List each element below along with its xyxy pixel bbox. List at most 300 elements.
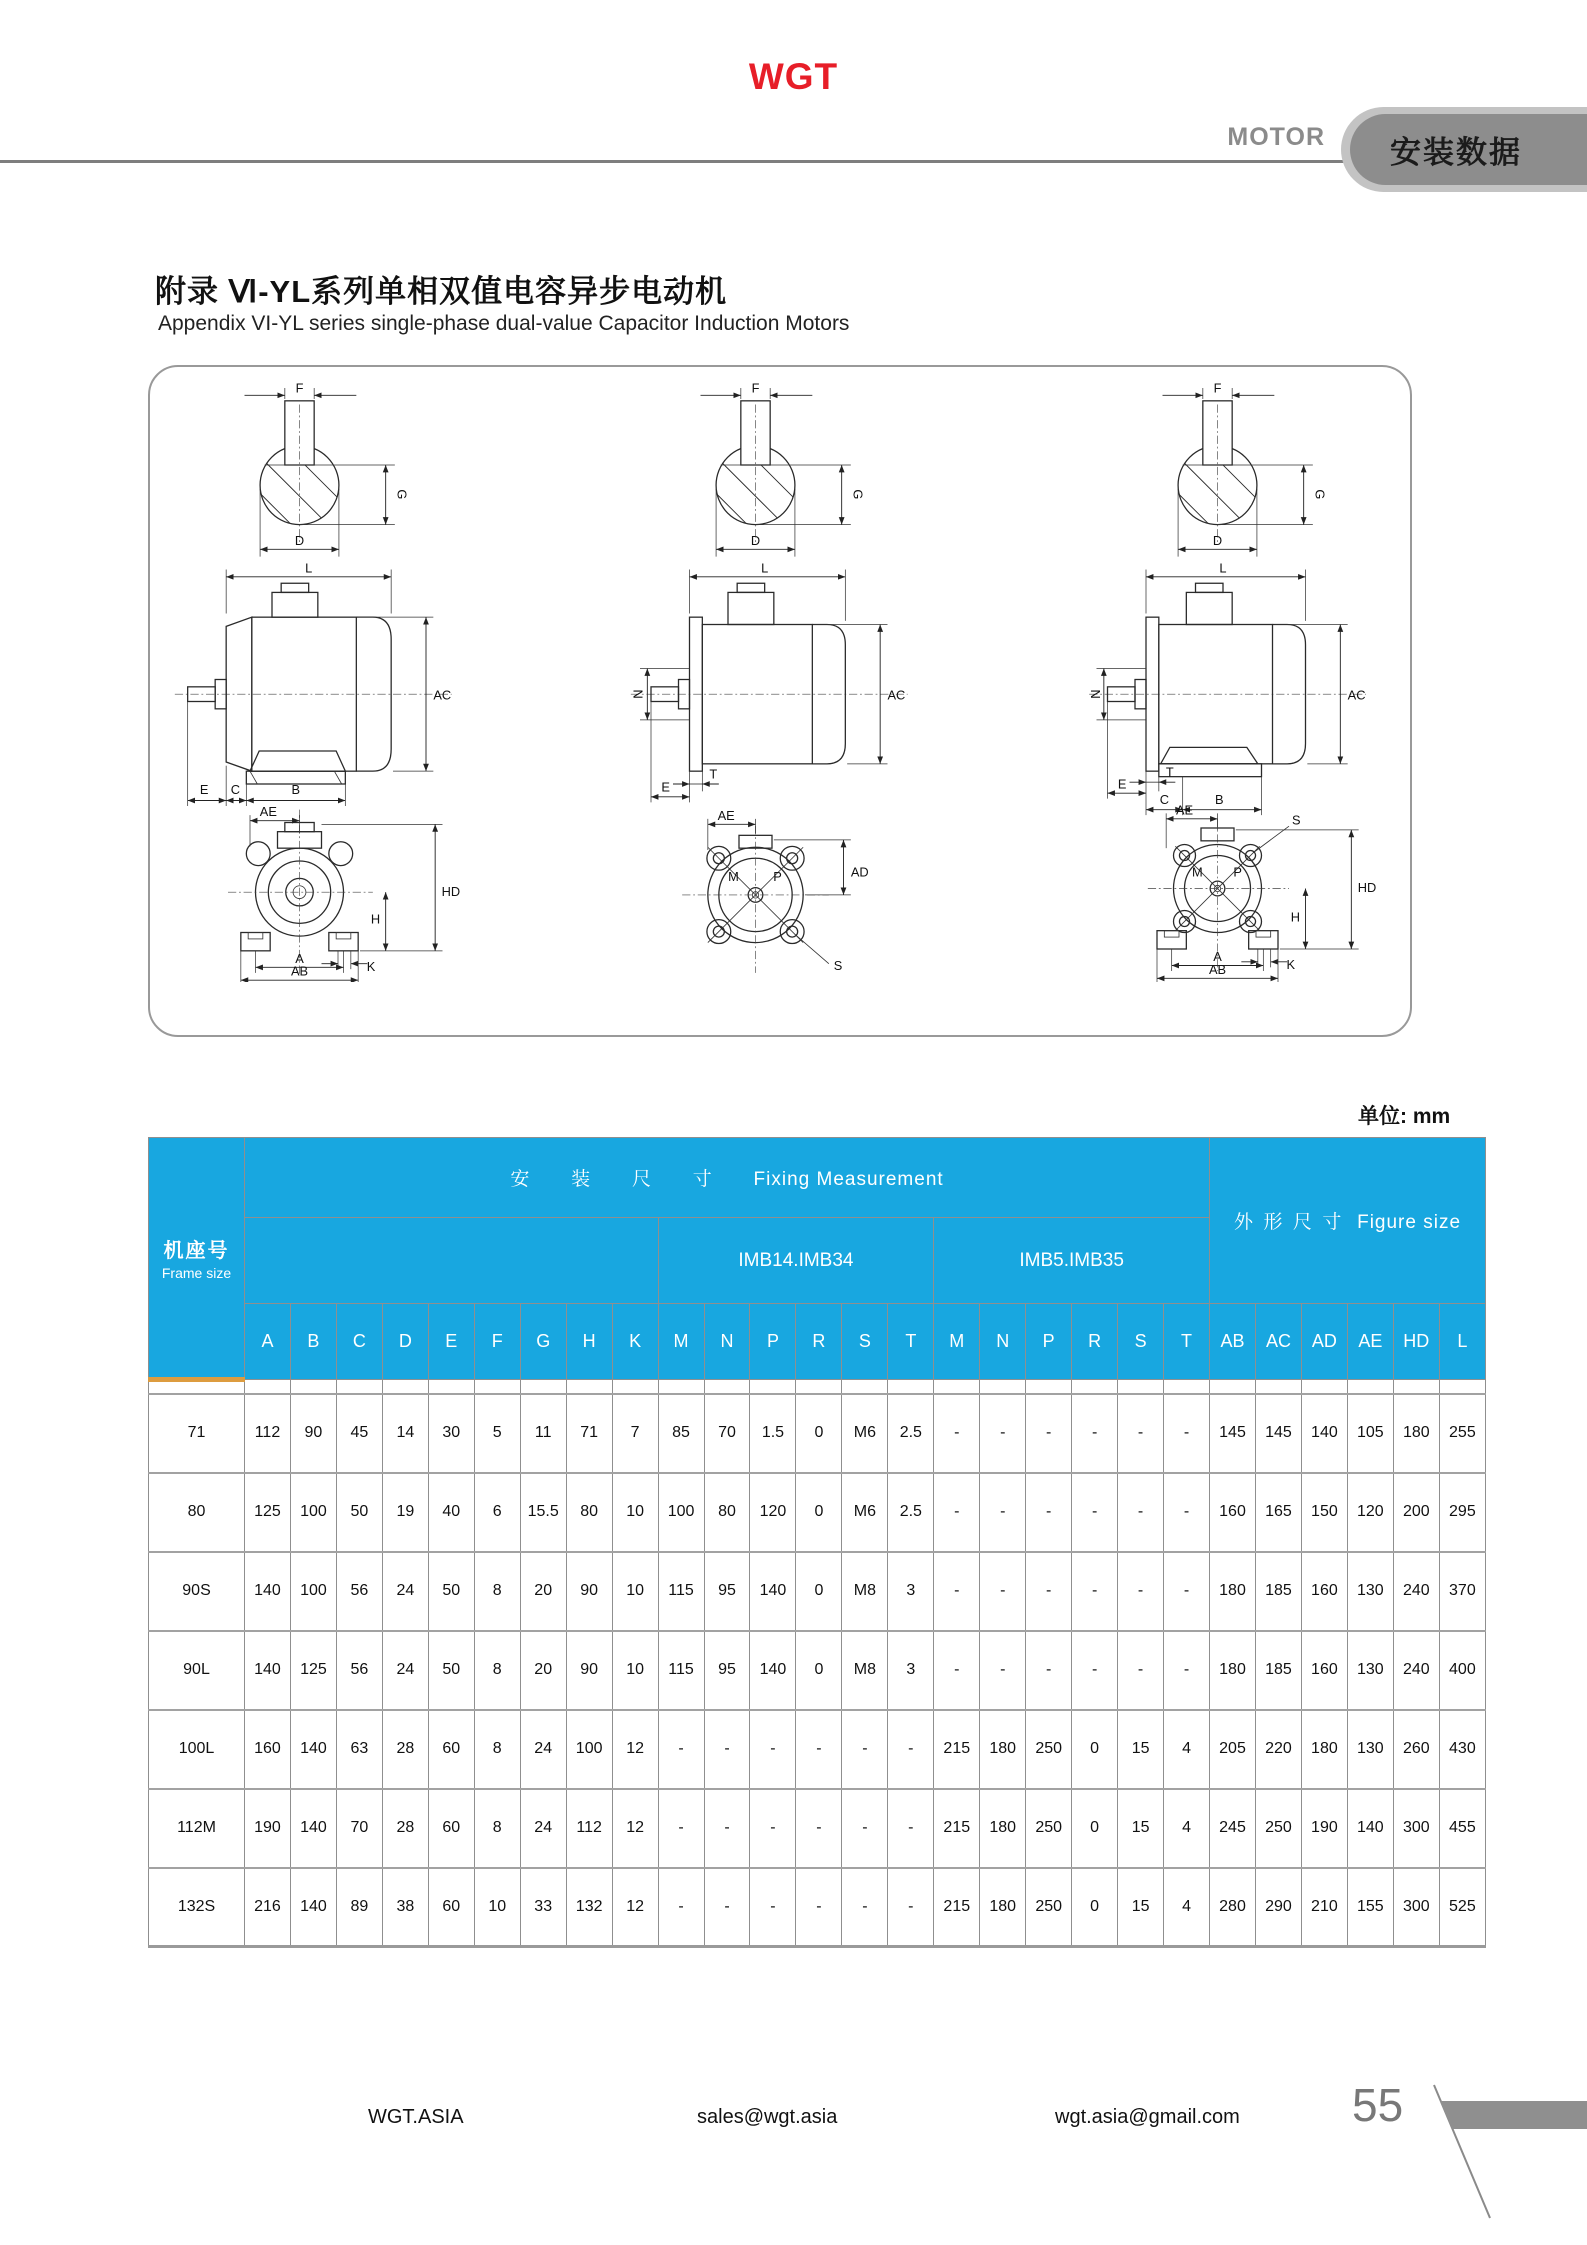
dim-cell: 115 [658,1631,704,1710]
dim-cell: 140 [245,1552,291,1631]
spacer-cell [1347,1380,1393,1394]
table-row-90L [149,1631,1486,1710]
spacer-row [149,1380,1486,1394]
dim-cell: - [980,1631,1026,1710]
header-rule [0,160,1352,163]
dim-label-G: G [1312,489,1328,500]
dim-cell: - [980,1552,1026,1631]
dim-label-L: L [305,560,313,576]
dim-label-M: M [1191,864,1203,880]
dim-cell: 140 [290,1868,336,1947]
dim-cell: 185 [1255,1552,1301,1631]
imb5-header: IMB5.IMB35 [934,1218,1210,1304]
dim-cell: 28 [382,1789,428,1868]
col-header-g-6: G [520,1304,566,1380]
dim-label-L: L [761,560,769,576]
dim-cell: 180 [1210,1631,1256,1710]
dim-cell: 180 [1393,1394,1439,1473]
dim-cell: 90 [566,1552,612,1631]
dim-label-AC: AC [887,687,906,703]
dim-cell: 190 [245,1789,291,1868]
dim-label-H: H [1290,909,1300,925]
wgt-logo: WGT [748,56,839,97]
dim-cell: 45 [336,1394,382,1473]
dim-cell: M8 [842,1552,888,1631]
dim-label-AB: AB [290,963,309,979]
dim-label-AE: AE [259,804,277,820]
col-header-h-7: H [566,1304,612,1380]
dim-cell: 150 [1301,1473,1347,1552]
dim-cell: 50 [428,1631,474,1710]
dim-cell: 255 [1439,1394,1485,1473]
figure-size-header [1210,1138,1486,1304]
side-view [631,560,908,802]
dim-cell: M6 [842,1394,888,1473]
dim-cell: - [1164,1552,1210,1631]
dim-cell: 19 [382,1473,428,1552]
dim-cell: 140 [750,1552,796,1631]
dim-cell: 140 [290,1789,336,1868]
dim-cell: 160 [1210,1473,1256,1552]
spacer-cell [1301,1380,1347,1394]
dim-label-AB: AB [1208,961,1227,977]
dim-cell: M8 [842,1631,888,1710]
dim-cell: 3 [888,1631,934,1710]
dim-cell: 245 [1210,1789,1256,1868]
dim-cell: 200 [1393,1473,1439,1552]
spacer-cell [796,1380,842,1394]
side-view [1088,560,1366,818]
dim-label-K: K [366,959,376,975]
dim-cell: 90 [290,1394,336,1473]
dim-cell: 215 [934,1710,980,1789]
dim-label-G: G [394,489,410,500]
dim-cell: 140 [750,1631,796,1710]
spacer-cell [566,1380,612,1394]
dim-cell: 180 [980,1789,1026,1868]
col-header-c-2: C [336,1304,382,1380]
dim-cell: 15 [1118,1710,1164,1789]
col-header-hd-25: HD [1393,1304,1439,1380]
col-header-k-8: K [612,1304,658,1380]
dim-cell: - [842,1710,888,1789]
dim-cell: 300 [1393,1868,1439,1947]
spacer-cell [842,1380,888,1394]
dim-label-D: D [294,532,305,548]
dim-label-N: N [1088,689,1103,699]
dim-cell: 180 [980,1868,1026,1947]
dim-cell: - [658,1789,704,1868]
dim-cell: 24 [382,1552,428,1631]
dim-cell: 5 [474,1394,520,1473]
spacer-cell [428,1380,474,1394]
imb14-header: IMB14.IMB34 [658,1218,934,1304]
dim-cell: 0 [796,1631,842,1710]
dim-label-F: F [295,380,304,396]
dim-cell: - [704,1868,750,1947]
fixing-header-zh: 安装尺寸 [510,1169,754,1190]
dim-cell: 8 [474,1710,520,1789]
dim-cell: 20 [520,1631,566,1710]
dim-cell: 85 [658,1394,704,1473]
dim-cell: 0 [796,1473,842,1552]
dim-cell: 250 [1026,1710,1072,1789]
dim-cell: 125 [290,1631,336,1710]
dim-cell: 40 [428,1473,474,1552]
spacer-cell [474,1380,520,1394]
dim-label-S: S [1292,812,1301,828]
col-header-m-9: M [658,1304,704,1380]
frame-size-header-zh: 机座号 [163,1240,230,1262]
table-row-132S [149,1868,1486,1947]
spacer-cell [612,1380,658,1394]
dim-label-T: T [1165,764,1174,780]
dim-cell: - [704,1710,750,1789]
dim-label-D: D [750,532,761,548]
drawing-flange-mounted [618,377,948,982]
table-row-100L [149,1710,1486,1789]
dim-cell: 4 [1164,1789,1210,1868]
dim-cell: 60 [428,1710,474,1789]
motor-label: MOTOR [1227,123,1325,151]
drawing-foot-mounted [162,377,492,982]
dim-cell: 11 [520,1394,566,1473]
dim-cell: 12 [612,1868,658,1947]
dim-cell: 24 [520,1710,566,1789]
col-header-r-12: R [796,1304,842,1380]
dim-cell: - [1072,1552,1118,1631]
dim-cell: 430 [1439,1710,1485,1789]
footer-site: WGT.ASIA [368,2106,464,2128]
col-header-t-20: T [1164,1304,1210,1380]
dim-cell: 125 [245,1473,291,1552]
dim-cell: - [704,1789,750,1868]
side-view [175,560,452,806]
dim-cell: - [1118,1631,1164,1710]
dim-cell: 80 [704,1473,750,1552]
dim-cell: 250 [1026,1789,1072,1868]
dim-cell: 240 [1393,1631,1439,1710]
figure-header-en: Figure size [1357,1212,1462,1233]
spacer-cell [336,1380,382,1394]
dim-cell: 56 [336,1552,382,1631]
dim-cell: 120 [750,1473,796,1552]
dim-cell: 95 [704,1552,750,1631]
dim-cell: 290 [1255,1868,1301,1947]
dim-cell: - [796,1789,842,1868]
dim-cell: 180 [1301,1710,1347,1789]
dim-cell: 30 [428,1394,474,1473]
dim-label-A: A [1213,948,1222,964]
dim-cell: - [1118,1552,1164,1631]
dim-cell: 145 [1255,1394,1301,1473]
spacer-cell [1118,1380,1164,1394]
dim-cell: 20 [520,1552,566,1631]
dim-label-AE: AE [1175,802,1194,818]
spacer-cell [704,1380,750,1394]
footer-decoration [1398,2060,1587,2230]
dim-cell: - [796,1710,842,1789]
dim-cell: - [934,1473,980,1552]
col-header-ac-22: AC [1255,1304,1301,1380]
spacer-cell [290,1380,336,1394]
dim-cell: - [796,1868,842,1947]
dim-cell: 165 [1255,1473,1301,1552]
dim-label-HD: HD [1357,880,1377,896]
table-header-row-1 [149,1138,1486,1218]
dim-cell: 155 [1347,1868,1393,1947]
dim-cell: 130 [1347,1631,1393,1710]
dim-cell: 2.5 [888,1473,934,1552]
dim-cell: - [1072,1394,1118,1473]
dim-cell: - [934,1552,980,1631]
fixing-measurement-header [245,1138,1210,1218]
dim-cell: 0 [796,1394,842,1473]
col-header-s-13: S [842,1304,888,1380]
dim-cell: 180 [980,1710,1026,1789]
dim-cell: 160 [245,1710,291,1789]
dim-cell: 215 [934,1789,980,1868]
spacer-cell [1026,1380,1072,1394]
dimensions-table [148,1137,1486,1948]
dim-cell: 33 [520,1868,566,1947]
dim-cell: 90 [566,1631,612,1710]
dim-cell: 70 [336,1789,382,1868]
dim-cell: 10 [474,1868,520,1947]
dim-cell: 112 [566,1789,612,1868]
dim-cell: 140 [245,1631,291,1710]
spacer-cell [888,1380,934,1394]
dim-cell: 24 [520,1789,566,1868]
frame-size-cell: 90S [149,1552,245,1631]
dim-label-N: N [630,689,646,699]
dim-cell: 6 [474,1473,520,1552]
spacer-cell [1072,1380,1118,1394]
dim-label-E: E [199,782,209,798]
dim-cell: 145 [1210,1394,1256,1473]
dim-label-M: M [728,869,739,885]
spacer-cell [382,1380,428,1394]
dim-cell: - [1026,1394,1072,1473]
col-header-n-10: N [704,1304,750,1380]
dim-cell: 0 [1072,1789,1118,1868]
col-header-e-4: E [428,1304,474,1380]
dim-label-L: L [1219,560,1227,576]
dim-cell: - [658,1868,704,1947]
spacer-cell [934,1380,980,1394]
table-row-80 [149,1473,1486,1552]
dim-cell: - [934,1394,980,1473]
table-row-112M [149,1789,1486,1868]
col-header-ab-21: AB [1210,1304,1256,1380]
dim-label-E: E [661,779,670,795]
dim-label-AE: AE [717,807,735,823]
dim-cell: 28 [382,1710,428,1789]
dim-cell: 4 [1164,1710,1210,1789]
dim-cell: 250 [1026,1868,1072,1947]
page-title-en: Appendix VI-YL series single-phase dual-value Capacitor Induction Motors [158,312,850,335]
fixing-header-en: Fixing Measurement [753,1169,944,1190]
dim-cell: - [980,1473,1026,1552]
dim-cell: - [1026,1631,1072,1710]
dim-cell: 15 [1118,1868,1164,1947]
shaft-section [699,381,866,559]
spacer-cell [520,1380,566,1394]
dim-cell: - [1164,1473,1210,1552]
front-view [228,804,460,982]
dim-cell: - [750,1710,796,1789]
dim-cell: 455 [1439,1789,1485,1868]
shaft-section [243,381,410,559]
spacer-cell [750,1380,796,1394]
dim-label-P: P [773,869,782,885]
dim-cell: - [658,1710,704,1789]
units-label: 单位: mm [1358,1105,1451,1128]
dim-cell: 240 [1393,1552,1439,1631]
col-header-r-18: R [1072,1304,1118,1380]
dim-cell: 525 [1439,1868,1485,1947]
dim-cell: - [750,1868,796,1947]
dim-cell: 132 [566,1868,612,1947]
dim-cell: - [1026,1552,1072,1631]
dim-cell: 56 [336,1631,382,1710]
spacer-cell [1255,1380,1301,1394]
dim-cell: - [1118,1473,1164,1552]
dim-label-F: F [1213,380,1222,396]
spacer-cell [1393,1380,1439,1394]
dim-cell: 10 [612,1473,658,1552]
spacer-cell [658,1380,704,1394]
dim-cell: 105 [1347,1394,1393,1473]
table-row-90S [149,1552,1486,1631]
col-header-ad-23: AD [1301,1304,1347,1380]
dim-label-C: C [230,782,240,798]
dim-label-K: K [1286,957,1296,973]
dim-cell: 0 [1072,1710,1118,1789]
dim-cell: 89 [336,1868,382,1947]
dim-cell: 205 [1210,1710,1256,1789]
frame-size-cell: 112M [149,1789,245,1868]
dim-cell: 140 [1301,1394,1347,1473]
spacer-cell [980,1380,1026,1394]
shaft-section [1161,381,1328,559]
dim-cell: 3 [888,1552,934,1631]
dim-cell: 215 [934,1868,980,1947]
dim-label-A: A [295,950,304,966]
dim-cell: 190 [1301,1789,1347,1868]
col-header-l-26: L [1439,1304,1485,1380]
dim-cell: 63 [336,1710,382,1789]
dim-label-AD: AD [850,864,869,880]
dim-cell: 140 [290,1710,336,1789]
dim-cell: 130 [1347,1710,1393,1789]
dim-cell: 14 [382,1394,428,1473]
dim-cell: 120 [1347,1473,1393,1552]
section-tab-label: 安装数据 [1350,114,1587,185]
dim-cell: - [980,1394,1026,1473]
dim-label-E: E [1117,776,1127,792]
dim-label-S: S [833,958,843,974]
dim-cell: - [1164,1394,1210,1473]
dim-cell: 24 [382,1631,428,1710]
dim-cell: 100 [566,1710,612,1789]
dim-cell: 60 [428,1789,474,1868]
dim-cell: 112 [245,1394,291,1473]
dim-label-G: G [850,489,866,500]
drawing-foot-flange-mounted [1080,377,1410,982]
dim-cell: 115 [658,1552,704,1631]
col-header-p-11: P [750,1304,796,1380]
frame-size-cell: 132S [149,1868,245,1947]
dim-label-AC: AC [433,687,452,703]
dim-label-C: C [1159,792,1169,808]
dim-cell: - [1072,1473,1118,1552]
front-view-flange [682,808,868,973]
dim-cell: - [1072,1631,1118,1710]
dim-cell: - [1164,1631,1210,1710]
dim-cell: 4 [1164,1868,1210,1947]
dim-cell: 250 [1255,1789,1301,1868]
dimension-drawings-panel [148,365,1412,1037]
col-header-b-1: B [290,1304,336,1380]
dim-cell: 60 [428,1868,474,1947]
dim-label-HD: HD [441,883,461,899]
col-header-f-5: F [474,1304,520,1380]
dim-cell: 8 [474,1631,520,1710]
dim-cell: 50 [336,1473,382,1552]
footer-email-gmail: wgt.asia@gmail.com [1055,2106,1240,2128]
dim-label-B: B [1215,792,1224,808]
dim-cell: 10 [612,1631,658,1710]
dim-cell: 12 [612,1789,658,1868]
col-header-s-19: S [1118,1304,1164,1380]
spacer-cell [1439,1380,1485,1394]
col-header-m-15: M [934,1304,980,1380]
spacer-cell [149,1380,245,1394]
dim-cell: - [750,1789,796,1868]
front-view-flange-foot [1148,802,1376,982]
dim-cell: M6 [842,1473,888,1552]
dim-cell: 1.5 [750,1394,796,1473]
dim-cell: 160 [1301,1631,1347,1710]
dim-label-AC: AC [1347,687,1366,703]
dim-cell: 0 [796,1552,842,1631]
dim-cell: 260 [1393,1710,1439,1789]
dim-cell: 160 [1301,1552,1347,1631]
spacer-cell [245,1380,291,1394]
dim-cell: 300 [1393,1789,1439,1868]
dim-cell: 15 [1118,1789,1164,1868]
col-header-p-17: P [1026,1304,1072,1380]
dim-cell: 50 [428,1552,474,1631]
page-title-zh: 附录 Ⅵ-YL系列单相双值电容异步电动机 [155,274,728,309]
dim-cell: - [888,1710,934,1789]
dim-cell: 140 [1347,1789,1393,1868]
dim-cell: 2.5 [888,1394,934,1473]
dim-cell: 216 [245,1868,291,1947]
spacer-cell [1210,1380,1256,1394]
dim-label-T: T [709,766,718,782]
dim-cell: 185 [1255,1631,1301,1710]
dim-label-P: P [1233,864,1242,880]
dim-cell: - [888,1868,934,1947]
dim-cell: - [934,1631,980,1710]
dim-cell: 70 [704,1394,750,1473]
dim-cell: 130 [1347,1552,1393,1631]
spacer-cell [1164,1380,1210,1394]
footer-email-sales: sales@wgt.asia [697,2106,838,2128]
page-number: 55 [1352,2079,1404,2131]
